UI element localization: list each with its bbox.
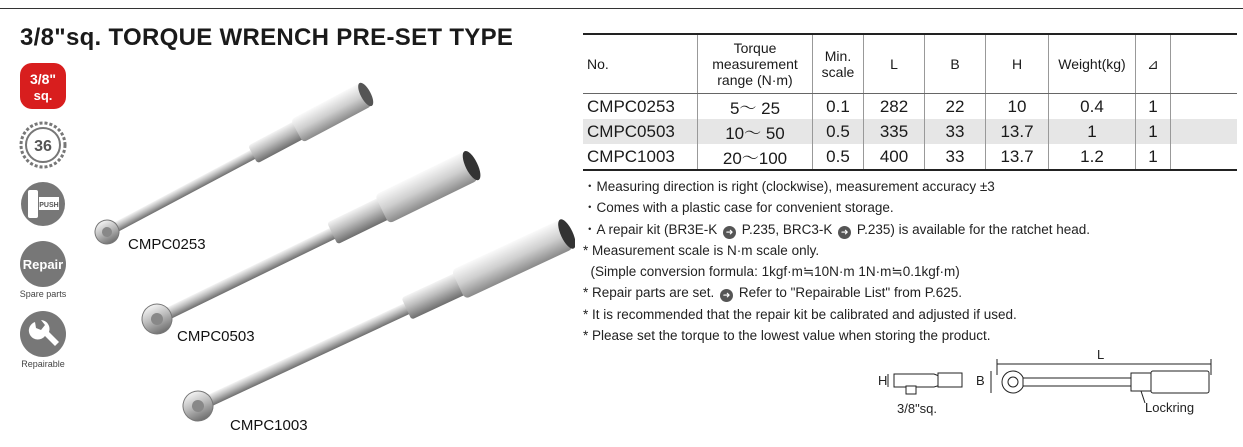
arrow-right-icon: ➜ xyxy=(723,226,736,239)
note: * Measurement scale is N·m scale only. xyxy=(583,242,820,258)
push-badge xyxy=(17,180,69,228)
cell-min-scale: 0.5 xyxy=(813,119,864,144)
svg-text:sq.: sq. xyxy=(33,88,53,103)
cell-blank xyxy=(1171,94,1238,120)
note: * Please set the torque to the lowest value when storing the product. xyxy=(583,328,991,344)
cell-range: 5～ 25 xyxy=(698,94,813,120)
repair-caption: Spare parts xyxy=(19,289,67,299)
wrench-illustration xyxy=(85,78,575,438)
dim-b-label: B xyxy=(976,373,985,388)
wrench-cmpc1003 xyxy=(178,217,575,427)
table-row xyxy=(583,94,1237,120)
cell-range: 10～ 50 xyxy=(698,119,813,144)
cell-no: CMPC1003 xyxy=(583,144,698,170)
cell-h: 10 xyxy=(986,94,1049,120)
header-h: H xyxy=(986,34,1049,94)
arrow-right-icon: ➜ xyxy=(720,289,733,302)
table-header-row xyxy=(583,34,1237,94)
cell-weight: 1.2 xyxy=(1049,144,1136,170)
table-row xyxy=(583,119,1237,144)
gear-icon xyxy=(19,121,67,169)
svg-text:36: 36 xyxy=(34,138,52,155)
note: ・A repair kit (BR3E-K ➜ P.235, BRC3-K ➜ P.235) is available for the ratchet head. xyxy=(583,221,1091,237)
header-torque-range: Torque measurement range (N·m) xyxy=(698,34,813,94)
cell-b: 33 xyxy=(925,119,986,144)
dim-l-label: L xyxy=(1097,347,1105,362)
model-label: CMPC0503 xyxy=(177,328,255,345)
size-badge-icon xyxy=(19,62,67,110)
size-badge xyxy=(17,62,69,110)
cell-min-scale: 0.1 xyxy=(813,94,864,120)
model-label: CMPC1003 xyxy=(230,417,308,434)
wrench-icon xyxy=(19,310,67,358)
lockring-label: Lockring xyxy=(1145,400,1195,415)
cell-blank xyxy=(1171,119,1238,144)
note: * It is recommended that the repair kit be calibrated and adjusted if used. xyxy=(583,306,1017,322)
cell-l: 335 xyxy=(864,119,925,144)
notes xyxy=(583,176,1090,346)
header-package-qty: ⊿ xyxy=(1136,34,1171,94)
cell-b: 22 xyxy=(925,94,986,120)
header-b: B xyxy=(925,34,986,94)
header-blank xyxy=(1171,34,1238,94)
note: * Repair parts are set. ➜ Refer to "Repairable List" from P.625. xyxy=(583,285,963,301)
cell-range: 20～100 xyxy=(698,144,813,170)
cell-weight: 0.4 xyxy=(1049,94,1136,120)
table-row xyxy=(583,144,1237,170)
arrow-right-icon: ➜ xyxy=(838,226,851,239)
cell-l: 282 xyxy=(864,94,925,120)
cell-h: 13.7 xyxy=(986,119,1049,144)
dim-sq-label: 3/8"sq. xyxy=(897,401,938,416)
note: ・Comes with a plastic case for convenient storage. xyxy=(583,200,894,216)
cell-qty: 1 xyxy=(1136,119,1171,144)
repair-badge xyxy=(17,240,69,299)
header-min-scale: Min. scale xyxy=(813,34,864,94)
header-no: No. xyxy=(583,34,698,94)
cell-min-scale: 0.5 xyxy=(813,144,864,170)
push-button-icon xyxy=(19,180,67,228)
model-label: CMPC0253 xyxy=(128,236,206,253)
svg-text:PUSH: PUSH xyxy=(39,202,59,209)
repairable-caption: Repairable xyxy=(21,359,65,369)
cell-blank xyxy=(1171,144,1238,170)
teeth-badge xyxy=(17,121,69,169)
top-rule xyxy=(0,8,1243,9)
cell-h: 13.7 xyxy=(986,144,1049,170)
dim-h-label: H xyxy=(878,373,888,388)
cell-l: 400 xyxy=(864,144,925,170)
header-weight: Weight(kg) xyxy=(1049,34,1136,94)
svg-text:Repair: Repair xyxy=(22,257,64,272)
cell-b: 33 xyxy=(925,144,986,170)
cell-weight: 1 xyxy=(1049,119,1136,144)
repair-icon xyxy=(19,240,67,288)
cell-qty: 1 xyxy=(1136,144,1171,170)
spec-table xyxy=(583,33,1237,171)
header-l: L xyxy=(864,34,925,94)
cell-qty: 1 xyxy=(1136,94,1171,120)
note: ・Measuring direction is right (clockwise), measurement accuracy ±3 xyxy=(583,179,995,194)
note: (Simple conversion formula: 1kgf·m≒10N·m 1N·m≒0.1kgf·m) xyxy=(583,264,960,280)
cell-no: CMPC0503 xyxy=(583,119,698,144)
cell-no: CMPC0253 xyxy=(583,94,698,120)
repairable-badge xyxy=(17,310,69,369)
page-title: 3/8"sq. TORQUE WRENCH PRE-SET TYPE xyxy=(20,24,514,51)
svg-text:3/8": 3/8" xyxy=(29,71,57,87)
